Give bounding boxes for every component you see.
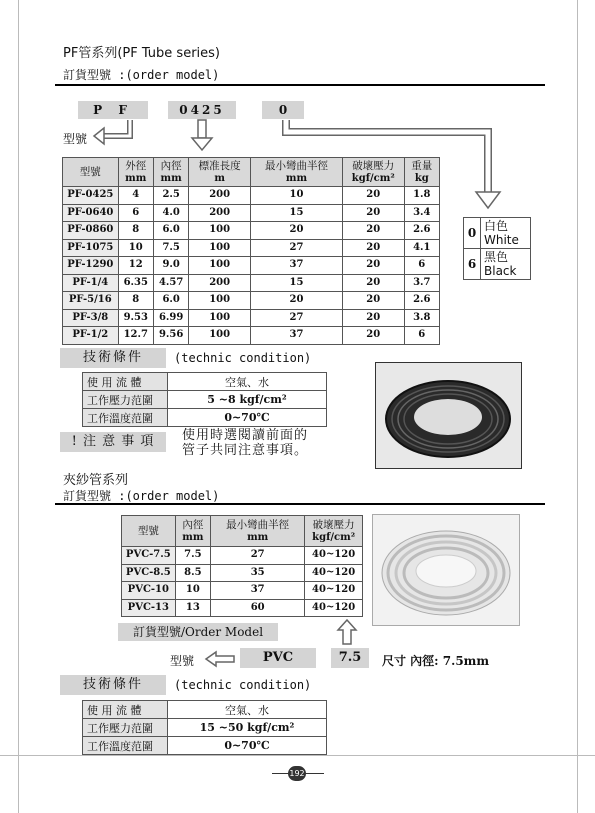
pvc-model-prefix-box: PVC: [240, 648, 316, 668]
condition-key: 工作壓力范圍: [83, 719, 168, 737]
color-row: [464, 218, 531, 249]
pf-table-cell: 100: [189, 309, 251, 327]
pf-table-cell: 27: [250, 239, 342, 257]
condition-value: 0~70℃: [168, 409, 327, 427]
pf-table-cell: 7.5: [153, 239, 188, 257]
pf-table-cell: PF-5/16: [63, 292, 119, 310]
pvc-spec-table: [121, 515, 363, 617]
pvc-size-arrow-icon: [336, 618, 358, 646]
pvc-table-row: [122, 547, 363, 565]
pf-table-cell: 8: [118, 292, 153, 310]
condition-key: 使 用 流 體: [83, 701, 168, 719]
footer-rule: [0, 755, 595, 756]
pf-table-cell: PF-1075: [63, 239, 119, 257]
pf-table-cell: 20: [342, 257, 404, 275]
pf-table-cell: 27: [250, 309, 342, 327]
pf-table-row: [63, 257, 440, 275]
pf-table-cell: 3.8: [404, 309, 439, 327]
pf-table-cell: 6.99: [153, 309, 188, 327]
pf-table-cell: 20: [342, 292, 404, 310]
pf-table-cell: 20: [250, 292, 342, 310]
condition-row: [83, 391, 327, 409]
pf-table-cell: 200: [189, 204, 251, 222]
pvc-col-header: 最小彎曲半徑 mm: [211, 516, 305, 547]
pf-table-cell: 9.56: [153, 327, 188, 345]
pf-header-rule: [55, 84, 545, 86]
condition-value: 5 ~8 kgf/cm²: [168, 391, 327, 409]
pf-table-row: [63, 204, 440, 222]
color-name: 白色 White: [481, 218, 531, 249]
pvc-model-label: 型號: [170, 654, 195, 668]
pf-technic-label: 技術條件: [60, 348, 166, 368]
pf-table-cell: 100: [189, 257, 251, 275]
condition-row: [83, 409, 327, 427]
pf-table-cell: 100: [189, 327, 251, 345]
pf-table-cell: 20: [342, 274, 404, 292]
pvc-table-cell: PVC-7.5: [122, 547, 176, 565]
page-margin-line-left: [18, 0, 19, 813]
pf-col-header: 外徑 mm: [118, 158, 153, 187]
pf-table-cell: 3.4: [404, 204, 439, 222]
pvc-table-cell: 13: [175, 599, 210, 617]
pf-technic-en: (technic condition): [174, 351, 312, 365]
pvc-table-cell: 40~120: [305, 564, 363, 582]
pf-table-cell: PF-1/4: [63, 274, 119, 292]
pf-table-cell: 4.1: [404, 239, 439, 257]
pf-table-row: [63, 327, 440, 345]
pf-notice-text: [182, 428, 308, 458]
pf-table-cell: 6: [404, 257, 439, 275]
color-code: 6: [464, 249, 481, 280]
pf-table-row: [63, 274, 440, 292]
pf-table-row: [63, 292, 440, 310]
pf-table-cell: 8: [118, 222, 153, 240]
condition-value: 空氣、水: [168, 373, 327, 391]
pf-table-cell: 20: [342, 187, 404, 205]
pvc-table-cell: 8.5: [175, 564, 210, 582]
pf-table-cell: 200: [189, 274, 251, 292]
pf-col-header: 型號: [63, 158, 119, 187]
pf-table-cell: 9.0: [153, 257, 188, 275]
pf-table-cell: 1.8: [404, 187, 439, 205]
pf-table-cell: 10: [118, 239, 153, 257]
condition-key: 使 用 流 體: [83, 373, 168, 391]
pf-model-color-box: 0: [262, 101, 304, 119]
pvc-table-cell: 40~120: [305, 582, 363, 600]
condition-value: 空氣、水: [168, 701, 327, 719]
pf-condition-table: [82, 372, 327, 427]
pvc-table-cell: 37: [211, 582, 305, 600]
pf-table-row: [63, 222, 440, 240]
pf-table-cell: 6: [118, 204, 153, 222]
pvc-table-cell: PVC-8.5: [122, 564, 176, 582]
pvc-table-row: [122, 599, 363, 617]
pvc-table-row: [122, 582, 363, 600]
condition-row: [83, 737, 327, 755]
pf-table-cell: 3.7: [404, 274, 439, 292]
pvc-col-header: 內徑 mm: [175, 516, 210, 547]
pf-model-label: 型號: [63, 132, 88, 146]
pvc-header-rule: [55, 503, 545, 505]
condition-value: 15 ~50 kgf/cm²: [168, 719, 327, 737]
pf-table-cell: PF-0860: [63, 222, 119, 240]
black-tube-coil-image: [376, 363, 521, 468]
condition-value: 0~70℃: [168, 737, 327, 755]
notice-line: 使用時選閱讀前面的: [182, 428, 309, 443]
pf-col-header: 重量 kg: [404, 158, 439, 187]
pf-order-title: 訂貨型號 :(order model): [63, 68, 220, 82]
pvc-table-cell: 40~120: [305, 599, 363, 617]
pf-table-cell: 6: [404, 327, 439, 345]
condition-row: [83, 719, 327, 737]
size-connector-line: [198, 120, 206, 138]
pf-table-cell: 15: [250, 204, 342, 222]
pf-col-header: 最小彎曲半徑 mm: [250, 158, 342, 187]
condition-key: 工作壓力范圍: [83, 391, 168, 409]
prefix-arrow-icon: [94, 128, 104, 144]
pf-table-cell: 15: [250, 274, 342, 292]
pf-table-cell: 20: [342, 239, 404, 257]
pf-table-cell: 4: [118, 187, 153, 205]
pf-table-cell: 12: [118, 257, 153, 275]
pf-table-cell: 20: [342, 222, 404, 240]
pf-series-title: PF管系列(PF Tube series): [63, 46, 220, 61]
pf-table-cell: 2.5: [153, 187, 188, 205]
pf-col-header: 破壞壓力 kgf/cm²: [342, 158, 404, 187]
pf-table-cell: PF-3/8: [63, 309, 119, 327]
white-braided-hose-image: [373, 515, 519, 625]
notice-line: 管子共同注意事項。: [182, 443, 309, 458]
pf-table-cell: 200: [189, 187, 251, 205]
pf-table-cell: 10: [250, 187, 342, 205]
pvc-table-cell: 40~120: [305, 547, 363, 565]
pf-table-cell: PF-0425: [63, 187, 119, 205]
pf-table-cell: 6.0: [153, 292, 188, 310]
pf-spec-table: [62, 157, 440, 345]
pf-table-cell: PF-0640: [63, 204, 119, 222]
pf-table-cell: 9.53: [118, 309, 153, 327]
pf-table-cell: 20: [342, 309, 404, 327]
pf-table-cell: 2.6: [404, 222, 439, 240]
condition-key: 工作溫度范圍: [83, 737, 168, 755]
color-row: [464, 249, 531, 280]
pf-table-cell: 12.7: [118, 327, 153, 345]
pf-table-cell: 4.0: [153, 204, 188, 222]
pvc-technic-label: 技術條件: [60, 675, 166, 695]
pf-model-prefix-box: P F: [78, 101, 148, 119]
condition-key: 工作溫度范圍: [83, 409, 168, 427]
pf-col-header: 標准長度 m: [189, 158, 251, 187]
pf-table-cell: 100: [189, 292, 251, 310]
pf-col-header: 內徑 mm: [153, 158, 188, 187]
pf-table-cell: PF-1/2: [63, 327, 119, 345]
pvc-table-cell: PVC-10: [122, 582, 176, 600]
pf-table-cell: 100: [189, 239, 251, 257]
pvc-model-size-box: 7.5: [331, 648, 369, 668]
pvc-order-title: 訂貨型號 :(order model): [63, 489, 220, 503]
pvc-table-cell: 27: [211, 547, 305, 565]
pvc-size-note: 尺寸 內徑: 7.5mm: [382, 654, 490, 668]
pf-table-cell: 2.6: [404, 292, 439, 310]
pvc-table-row: [122, 564, 363, 582]
pvc-table-header-row: [122, 516, 363, 547]
pf-color-code-table: [463, 217, 531, 280]
page-margin-line-right: [577, 0, 578, 813]
pvc-table-cell: 35: [211, 564, 305, 582]
pf-table-cell: 20: [342, 327, 404, 345]
pvc-col-header: 破壞壓力 kgf/cm²: [305, 516, 363, 547]
pf-table-row: [63, 239, 440, 257]
condition-row: [83, 701, 327, 719]
page-number-badge: 192: [288, 766, 306, 781]
pf-table-header-row: [63, 158, 440, 187]
pf-table-cell: 20: [342, 204, 404, 222]
pvc-left-arrow-icon: [204, 650, 236, 668]
pf-model-size-box: 0425: [168, 101, 236, 119]
pf-table-cell: 6.35: [118, 274, 153, 292]
pf-table-row: [63, 309, 440, 327]
pvc-table-cell: 60: [211, 599, 305, 617]
pvc-table-cell: 10: [175, 582, 210, 600]
pvc-series-title: 夾紗管系列: [63, 473, 129, 488]
color-arrow-icon: [476, 192, 500, 208]
pvc-condition-table: [82, 700, 327, 755]
size-arrow-icon: [192, 138, 212, 150]
pvc-order-model-label: 訂貨型號/Order Model: [118, 623, 278, 641]
pf-table-cell: 37: [250, 257, 342, 275]
pvc-col-header: 型號: [122, 516, 176, 547]
pf-table-cell: 4.57: [153, 274, 188, 292]
condition-row: [83, 373, 327, 391]
pf-tube-photo: [375, 362, 522, 469]
pf-notice-label: ! 注 意 事 項: [60, 432, 166, 452]
pf-table-cell: 6.0: [153, 222, 188, 240]
prefix-connector-line: [102, 120, 130, 136]
pvc-table-cell: 7.5: [175, 547, 210, 565]
pf-table-cell: 37: [250, 327, 342, 345]
pf-table-cell: 20: [250, 222, 342, 240]
pvc-tube-photo: [372, 514, 520, 626]
pvc-technic-en: (technic condition): [174, 678, 312, 692]
pf-table-cell: PF-1290: [63, 257, 119, 275]
pvc-table-cell: PVC-13: [122, 599, 176, 617]
pf-table-cell: 100: [189, 222, 251, 240]
color-code: 0: [464, 218, 481, 249]
pf-table-row: [63, 187, 440, 205]
color-name: 黑色 Black: [481, 249, 531, 280]
